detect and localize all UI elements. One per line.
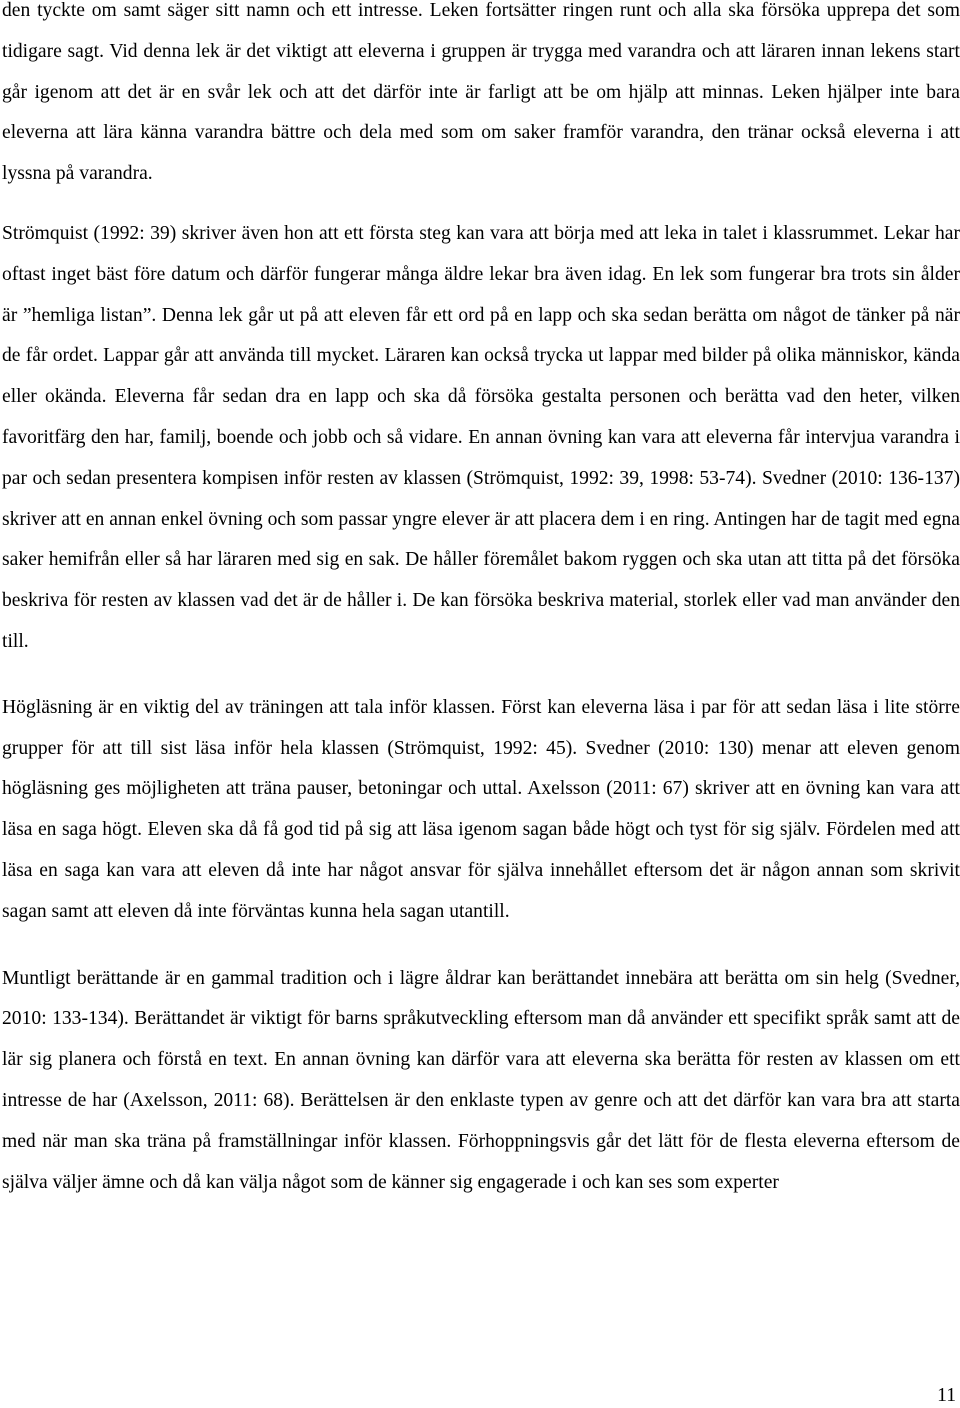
paragraph-oral-storytelling: Muntligt berättande är en gammal tradition och i lägre åldrar kan berättandet innebära att berätta om sin helg (Svedner, 2010: 133-134). Berättandet är viktigt för barns språkutveckling eftersom man då använder ett specifikt språk samt att de lär sig planera och förstå en text. En annan övning kan därför vara att eleverna ska berätta för resten av klassen om ett intresse de har (Axelsson, 2011: 68). Berättelsen är den enklaste typen av genre och att det därför kan vara bra att starta med när man ska träna på framställningar inför klassen. Förhoppningsvis går det lätt för de flesta eleverna eftersom de själva väljer ämne och då kan välja något som de känner sig engagerade i och kan ses som experter	[2, 967, 960, 1193]
paragraph-games-intro: den tyckte om samt säger sitt namn och ett intresse. Leken fortsätter ringen runt och alla ska försöka upprepa det som tidigare sagt. Vid denna lek är det viktigt att eleverna i gruppen är trygga med varandra och att läraren innan lekens start går igenom att det är en svår lek och att det därför inte är farligt att be om hjälp att minnas. Leken hjälper inte bara eleverna att lära känna varandra bättre och dela med som om saker framför varandra, den tränar också eleverna i att lyssna på varandra.	[2, 0, 960, 185]
page-number: 11	[937, 1385, 956, 1406]
paragraph-stromquist-games: Strömquist (1992: 39) skriver även hon att ett första steg kan vara att börja med att leka in talet i klassrummet. Lekar har oftast inget bäst före datum och därför fungerar många äldre lekar bra även idag. En lek som fungerar bra trots sin ålder är ”hemliga listan”. Denna lek går ut på att eleven får ett ord på en lapp och ska sedan berätta om något de tänker på när de får ordet. Lappar går att använda till mycket. Läraren kan också trycka ut lappar med bilder på olika människor, kända eller okända. Eleverna får sedan dra en lapp och ska då försöka gestalta personen och berätta vad den heter, vilken favoritfärg den har, familj, boende och jobb och så vidare. En annan övning kan vara att eleverna får intervjua varandra i par och sedan presentera kompisen inför resten av klassen (Strömquist, 1992: 39, 1998: 53-74). Svedner (2010: 136-137) skriver att en annan enkel övning och som passar yngre elever är att placera dem i en ring. Antingen har de tagit med egna saker hemifrån eller så har läraren med sig en sak. De håller föremålet bakom ryggen och ska utan att titta på det försöka beskriva för resten av klassen vad det är de håller i. De kan försöka beskriva material, storlek eller vad man använder den till.	[2, 222, 960, 652]
body-text	[2, 0, 960, 1203]
paragraph-reading-aloud: Högläsning är en viktig del av träningen att tala inför klassen. Först kan eleverna läsa i par för att sedan läsa i lite större grupper för att till sist läsa inför hela klassen (Strömquist, 1992: 45). Svedner (2010: 130) menar att eleven genom högläsning ges möjligheten att träna pauser, betoningar och uttal. Axelsson (2011: 67) skriver att en övning kan vara att läsa en saga högt. Eleven ska då få god tid på sig att läsa igenom sagan både högt och tyst för sig själv. Fördelen med att läsa en saga kan vara att eleven då inte har något ansvar för själva innehållet eftersom det är någon annan som skrivit sagan samt att eleven då inte förväntas kunna hela sagan utantill.	[2, 696, 960, 922]
